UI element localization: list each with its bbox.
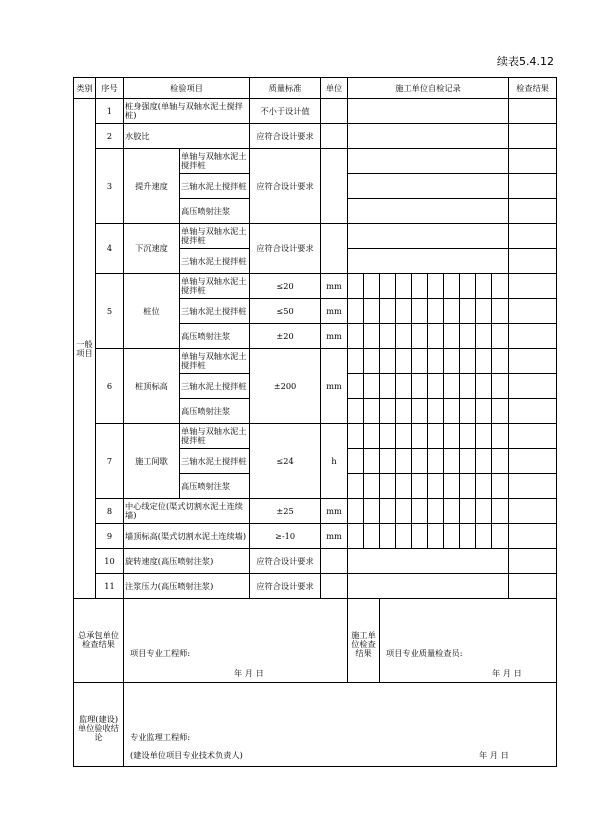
item-unit bbox=[321, 149, 348, 224]
construction-inspector-label: 项目专业质量检查员: bbox=[386, 648, 463, 658]
sub-item: 三轴水泥土搅拌桩 bbox=[180, 299, 250, 324]
contractor-date: 年 月 日 bbox=[234, 668, 264, 678]
sub-item: 高压喷射注浆 bbox=[180, 474, 250, 499]
record-cell[interactable] bbox=[444, 474, 460, 499]
record-cell[interactable] bbox=[460, 499, 476, 524]
result-cell[interactable] bbox=[509, 449, 557, 474]
record-cell[interactable] bbox=[444, 374, 460, 399]
item-standard: ±200 bbox=[250, 349, 321, 424]
result-cell[interactable] bbox=[509, 174, 557, 199]
result-cell[interactable] bbox=[509, 499, 557, 524]
record-cell[interactable] bbox=[492, 424, 509, 449]
result-cell[interactable] bbox=[509, 199, 557, 224]
record-cell[interactable] bbox=[348, 124, 509, 149]
record-cell[interactable] bbox=[492, 449, 509, 474]
record-cell[interactable] bbox=[412, 499, 428, 524]
record-cell[interactable] bbox=[492, 399, 509, 424]
record-cell[interactable] bbox=[364, 324, 380, 349]
record-cell[interactable] bbox=[364, 299, 380, 324]
record-cell[interactable] bbox=[476, 474, 492, 499]
record-cell[interactable] bbox=[428, 424, 444, 449]
item-name: 提升速度 bbox=[124, 149, 180, 224]
item-name: 注浆压力(高压喷射注浆) bbox=[124, 574, 250, 599]
construction-signoff[interactable] bbox=[380, 599, 557, 683]
sheet-title: 续表5.4.12 bbox=[497, 55, 554, 68]
record-cell[interactable] bbox=[460, 299, 476, 324]
record-cell[interactable] bbox=[348, 224, 509, 249]
supervisor-date: 年 月 日 bbox=[479, 750, 509, 760]
record-cell[interactable] bbox=[476, 399, 492, 424]
table-row bbox=[74, 274, 557, 299]
record-cell[interactable] bbox=[492, 474, 509, 499]
record-cell[interactable] bbox=[460, 524, 476, 549]
record-cell[interactable] bbox=[364, 349, 380, 374]
item-no: 5 bbox=[96, 274, 124, 349]
item-standard: 应符合设计要求 bbox=[250, 124, 321, 149]
item-standard: 应符合设计要求 bbox=[250, 224, 321, 274]
item-unit: mm bbox=[321, 324, 348, 349]
item-unit: h bbox=[321, 424, 348, 499]
table-row bbox=[74, 549, 557, 574]
inspection-table bbox=[73, 77, 557, 767]
sub-item: 单轴与双轴水泥土搅拌桩 bbox=[180, 349, 250, 374]
record-cell[interactable] bbox=[428, 374, 444, 399]
record-cell[interactable] bbox=[380, 474, 396, 499]
item-no: 3 bbox=[96, 149, 124, 224]
result-cell[interactable] bbox=[509, 324, 557, 349]
record-cell[interactable] bbox=[380, 424, 396, 449]
item-unit bbox=[321, 224, 348, 274]
record-cell[interactable] bbox=[380, 524, 396, 549]
item-no: 2 bbox=[96, 124, 124, 149]
result-cell[interactable] bbox=[509, 99, 557, 124]
item-name: 桩身强度(单轴与双轴水泥土搅拌桩) bbox=[124, 99, 250, 124]
result-cell[interactable] bbox=[509, 299, 557, 324]
result-cell[interactable] bbox=[509, 549, 557, 574]
record-cell[interactable] bbox=[492, 499, 509, 524]
record-cell[interactable] bbox=[396, 424, 412, 449]
item-standard: 应符合设计要求 bbox=[250, 149, 321, 224]
table-row bbox=[74, 124, 557, 149]
record-cell[interactable] bbox=[364, 524, 380, 549]
record-cell[interactable] bbox=[348, 549, 509, 574]
record-cell[interactable] bbox=[428, 449, 444, 474]
sub-item: 高压喷射注浆 bbox=[180, 324, 250, 349]
record-cell[interactable] bbox=[348, 399, 364, 424]
record-cell[interactable] bbox=[396, 499, 412, 524]
record-cell[interactable] bbox=[396, 349, 412, 374]
record-cell[interactable] bbox=[396, 324, 412, 349]
record-cell[interactable] bbox=[380, 399, 396, 424]
item-no: 10 bbox=[96, 549, 124, 574]
record-cell[interactable] bbox=[428, 474, 444, 499]
record-cell[interactable] bbox=[460, 399, 476, 424]
sub-item: 单轴与双轴水泥土搅拌桩 bbox=[180, 224, 250, 249]
record-cell[interactable] bbox=[476, 299, 492, 324]
record-cell[interactable] bbox=[412, 274, 428, 299]
item-name: 中心线定位(渠式切割水泥土连续墙) bbox=[124, 499, 250, 524]
item-standard: 不小于设计值 bbox=[250, 99, 321, 124]
item-name: 下沉速度 bbox=[124, 224, 180, 274]
record-cell[interactable] bbox=[412, 349, 428, 374]
table-row bbox=[74, 424, 557, 449]
table-row bbox=[74, 149, 557, 174]
item-name: 桩位 bbox=[124, 274, 180, 349]
result-cell[interactable] bbox=[509, 524, 557, 549]
supervisor-signoff[interactable] bbox=[124, 683, 557, 767]
record-cell[interactable] bbox=[492, 299, 509, 324]
item-name: 墙顶标高(渠式切割水泥土连续墙) bbox=[124, 524, 250, 549]
item-unit bbox=[321, 99, 348, 124]
record-cell[interactable] bbox=[348, 449, 364, 474]
result-cell[interactable] bbox=[509, 399, 557, 424]
item-no: 9 bbox=[96, 524, 124, 549]
item-no: 6 bbox=[96, 349, 124, 424]
result-cell[interactable] bbox=[509, 374, 557, 399]
record-cell[interactable] bbox=[348, 574, 509, 599]
item-standard: ≥-10 bbox=[250, 524, 321, 549]
sub-item: 单轴与双轴水泥土搅拌桩 bbox=[180, 424, 250, 449]
record-cell[interactable] bbox=[380, 374, 396, 399]
record-cell[interactable] bbox=[348, 524, 364, 549]
result-cell[interactable] bbox=[509, 349, 557, 374]
construction-date: 年 月 日 bbox=[492, 668, 522, 678]
record-cell[interactable] bbox=[412, 399, 428, 424]
record-cell[interactable] bbox=[428, 349, 444, 374]
record-cell[interactable] bbox=[348, 499, 364, 524]
record-cell[interactable] bbox=[428, 299, 444, 324]
result-cell[interactable] bbox=[509, 424, 557, 449]
record-cell[interactable] bbox=[444, 499, 460, 524]
record-cell[interactable] bbox=[348, 174, 509, 199]
record-cell[interactable] bbox=[460, 424, 476, 449]
table-row bbox=[74, 499, 557, 524]
item-no: 7 bbox=[96, 424, 124, 499]
record-cell[interactable] bbox=[396, 274, 412, 299]
record-cell[interactable] bbox=[396, 299, 412, 324]
contractor-engineer-label: 项目专业工程师: bbox=[130, 648, 191, 658]
record-cell[interactable] bbox=[364, 449, 380, 474]
result-cell[interactable] bbox=[509, 249, 557, 274]
record-cell[interactable] bbox=[412, 324, 428, 349]
result-cell[interactable] bbox=[509, 124, 557, 149]
sub-item: 高压喷射注浆 bbox=[180, 399, 250, 424]
record-cell[interactable] bbox=[476, 324, 492, 349]
record-cell[interactable] bbox=[412, 374, 428, 399]
record-cell[interactable] bbox=[380, 274, 396, 299]
item-unit: mm bbox=[321, 299, 348, 324]
record-cell[interactable] bbox=[476, 449, 492, 474]
table-row bbox=[74, 683, 557, 767]
sub-item: 单轴与双轴水泥土搅拌桩 bbox=[180, 274, 250, 299]
sub-item: 单轴与双轴水泥土搅拌桩 bbox=[180, 149, 250, 174]
item-unit bbox=[321, 124, 348, 149]
record-cell[interactable] bbox=[492, 524, 509, 549]
supervisor-label: 监理(建设)单位验收结论 bbox=[74, 683, 124, 767]
table-row bbox=[74, 574, 557, 599]
supervisor-note: (建设单位项目专业技术负责人) bbox=[130, 750, 243, 760]
record-cell[interactable] bbox=[380, 299, 396, 324]
record-cell[interactable] bbox=[396, 474, 412, 499]
record-cell[interactable] bbox=[476, 374, 492, 399]
record-cell[interactable] bbox=[348, 299, 364, 324]
record-cell[interactable] bbox=[348, 249, 509, 274]
record-cell[interactable] bbox=[348, 349, 364, 374]
record-cell[interactable] bbox=[396, 449, 412, 474]
record-cell[interactable] bbox=[348, 149, 509, 174]
record-cell[interactable] bbox=[428, 499, 444, 524]
record-cell[interactable] bbox=[460, 374, 476, 399]
record-cell[interactable] bbox=[444, 324, 460, 349]
result-cell[interactable] bbox=[509, 274, 557, 299]
sub-item: 三轴水泥土搅拌桩 bbox=[180, 449, 250, 474]
item-standard: ≤20 bbox=[250, 274, 321, 299]
result-cell[interactable] bbox=[509, 574, 557, 599]
record-cell[interactable] bbox=[380, 349, 396, 374]
contractor-label: 总承包单位检查结果 bbox=[74, 599, 124, 683]
record-cell[interactable] bbox=[428, 399, 444, 424]
item-standard: 应符合设计要求 bbox=[250, 549, 321, 574]
table-row bbox=[74, 99, 557, 124]
record-cell[interactable] bbox=[364, 424, 380, 449]
record-cell[interactable] bbox=[444, 424, 460, 449]
item-name: 施工间歇 bbox=[124, 424, 180, 499]
construction-label: 施工单位检查结果 bbox=[348, 599, 380, 683]
record-cell[interactable] bbox=[476, 274, 492, 299]
item-no: 11 bbox=[96, 574, 124, 599]
record-cell[interactable] bbox=[364, 274, 380, 299]
table-row bbox=[74, 224, 557, 249]
record-cell[interactable] bbox=[348, 324, 364, 349]
table-row bbox=[74, 599, 557, 683]
record-cell[interactable] bbox=[428, 274, 444, 299]
sub-item: 高压喷射注浆 bbox=[180, 199, 250, 224]
sub-item: 三轴水泥土搅拌桩 bbox=[180, 249, 250, 274]
record-cell[interactable] bbox=[476, 499, 492, 524]
record-cell[interactable] bbox=[460, 474, 476, 499]
table-row bbox=[74, 78, 557, 99]
item-standard: 应符合设计要求 bbox=[250, 574, 321, 599]
record-cell[interactable] bbox=[444, 274, 460, 299]
record-cell[interactable] bbox=[460, 274, 476, 299]
record-cell[interactable] bbox=[380, 449, 396, 474]
record-cell[interactable] bbox=[428, 324, 444, 349]
item-standard: ≤50 bbox=[250, 299, 321, 324]
item-unit: mm bbox=[321, 524, 348, 549]
item-standard: ±20 bbox=[250, 324, 321, 349]
record-cell[interactable] bbox=[444, 299, 460, 324]
record-cell[interactable] bbox=[492, 274, 509, 299]
item-unit: mm bbox=[321, 349, 348, 424]
record-cell[interactable] bbox=[380, 499, 396, 524]
item-name: 桩顶标高 bbox=[124, 349, 180, 424]
record-cell[interactable] bbox=[412, 474, 428, 499]
header-seq: 序号 bbox=[96, 78, 124, 99]
record-cell[interactable] bbox=[412, 424, 428, 449]
header-item: 检验项目 bbox=[124, 78, 250, 99]
record-cell[interactable] bbox=[444, 524, 460, 549]
record-cell[interactable] bbox=[412, 524, 428, 549]
record-cell[interactable] bbox=[364, 499, 380, 524]
record-cell[interactable] bbox=[444, 399, 460, 424]
record-cell[interactable] bbox=[444, 449, 460, 474]
item-unit bbox=[321, 549, 348, 574]
item-no: 4 bbox=[96, 224, 124, 274]
contractor-signoff[interactable] bbox=[124, 599, 348, 683]
record-cell[interactable] bbox=[348, 474, 364, 499]
item-standard: ≤24 bbox=[250, 424, 321, 499]
item-unit: mm bbox=[321, 499, 348, 524]
record-cell[interactable] bbox=[364, 474, 380, 499]
record-cell[interactable] bbox=[492, 374, 509, 399]
record-cell[interactable] bbox=[396, 524, 412, 549]
record-cell[interactable] bbox=[444, 349, 460, 374]
record-cell[interactable] bbox=[492, 324, 509, 349]
header-result: 检查结果 bbox=[509, 78, 557, 99]
header-standard: 质量标准 bbox=[250, 78, 321, 99]
record-cell[interactable] bbox=[380, 324, 396, 349]
record-cell[interactable] bbox=[476, 524, 492, 549]
record-cell[interactable] bbox=[348, 99, 509, 124]
record-cell[interactable] bbox=[492, 349, 509, 374]
header-self-check: 施工单位自检记录 bbox=[348, 78, 509, 99]
record-cell[interactable] bbox=[348, 199, 509, 224]
record-cell[interactable] bbox=[396, 399, 412, 424]
item-no: 8 bbox=[96, 499, 124, 524]
record-cell[interactable] bbox=[476, 424, 492, 449]
item-standard: ±25 bbox=[250, 499, 321, 524]
record-cell[interactable] bbox=[348, 274, 364, 299]
record-cell[interactable] bbox=[460, 349, 476, 374]
table-row bbox=[74, 524, 557, 549]
record-cell[interactable] bbox=[364, 374, 380, 399]
table-row bbox=[74, 349, 557, 374]
item-no: 1 bbox=[96, 99, 124, 124]
result-cell[interactable] bbox=[509, 474, 557, 499]
item-name: 水胶比 bbox=[124, 124, 250, 149]
record-cell[interactable] bbox=[348, 424, 364, 449]
record-cell[interactable] bbox=[476, 349, 492, 374]
record-cell[interactable] bbox=[396, 374, 412, 399]
record-cell[interactable] bbox=[460, 449, 476, 474]
record-cell[interactable] bbox=[412, 299, 428, 324]
sub-item: 三轴水泥土搅拌桩 bbox=[180, 174, 250, 199]
record-cell[interactable] bbox=[460, 324, 476, 349]
record-cell[interactable] bbox=[412, 449, 428, 474]
item-unit: mm bbox=[321, 274, 348, 299]
item-unit bbox=[321, 574, 348, 599]
item-name: 旋转速度(高压喷射注浆) bbox=[124, 549, 250, 574]
result-cell[interactable] bbox=[509, 224, 557, 249]
record-cell[interactable] bbox=[428, 524, 444, 549]
record-cell[interactable] bbox=[364, 399, 380, 424]
header-category: 类别 bbox=[74, 78, 96, 99]
header-unit: 单位 bbox=[321, 78, 348, 99]
record-cell[interactable] bbox=[348, 374, 364, 399]
result-cell[interactable] bbox=[509, 149, 557, 174]
supervisor-engineer-label: 专业监理工程师: bbox=[130, 732, 191, 742]
category-cell: 一般项目 bbox=[74, 99, 96, 599]
sub-item: 三轴水泥土搅拌桩 bbox=[180, 374, 250, 399]
